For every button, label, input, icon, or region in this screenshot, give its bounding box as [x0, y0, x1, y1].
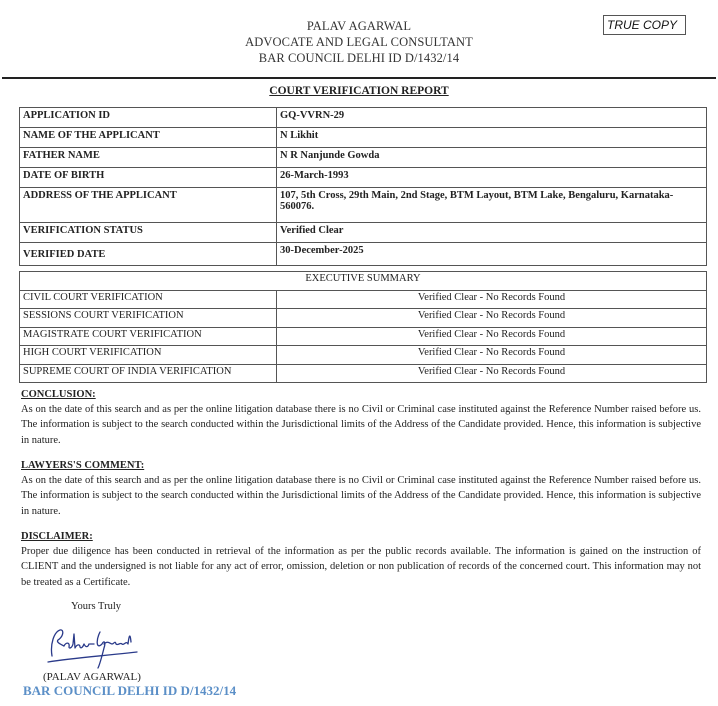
- row-value: Verified Clear - No Records Found: [277, 327, 707, 346]
- row-label: VERIFICATION STATUS: [20, 223, 277, 243]
- lawyers-comment-text: As on the date of this search and as per the online litigation database there is no Civil or Criminal case instituted against the Reference Number raised before us. The information is subject to the search conducted within the Jurisdictional limits of the Address of the Candidate provided. Hence, this information is subjective in nature.: [21, 475, 701, 517]
- advocate-title: ADVOCATE AND LEGAL CONSULTANT: [245, 35, 473, 49]
- conclusion-text: As on the date of this search and as per the online litigation database there is no Civil or Criminal case instituted against the Reference Number raised before us. The information is subject to the search conducted within the Jurisdictional limits of the Address of the Candidate provided. Hence, this information is subjective in nature.: [21, 404, 701, 446]
- row-label: HIGH COURT VERIFICATION: [20, 346, 277, 365]
- row-value: Verified Clear - No Records Found: [277, 364, 707, 383]
- table-row: [20, 168, 707, 188]
- signed-name: (PALAV AGARWAL): [43, 671, 141, 683]
- report-title: COURT VERIFICATION REPORT: [269, 85, 449, 97]
- table-row: [20, 243, 707, 266]
- row-value: Verified Clear: [277, 223, 707, 243]
- table-row: [20, 148, 707, 168]
- row-label: CIVIL COURT VERIFICATION: [20, 290, 277, 309]
- table-row: [20, 108, 707, 128]
- advocate-bar-id: BAR COUNCIL DELHI ID D/1432/14: [258, 51, 460, 65]
- disclaimer-text: Proper due diligence has been conducted in retrieval of the information as per the public records available. The information is gained on the instruction of CLIENT and the undersigned is not liable for any act of error, omission, deletion or non publication of records of the concerned court. This information may not be treated as a Certificate.: [21, 546, 701, 588]
- lawyers-comment-heading: LAWYERS'S COMMENT:: [21, 460, 145, 471]
- row-label: ADDRESS OF THE APPLICANT: [20, 188, 277, 223]
- lawyers-comment-section: [21, 459, 701, 519]
- table-row: [20, 309, 707, 328]
- closing-text: Yours Truly: [71, 601, 122, 612]
- row-value: Verified Clear - No Records Found: [277, 290, 707, 309]
- row-value: Verified Clear - No Records Found: [277, 346, 707, 365]
- row-label: MAGISTRATE COURT VERIFICATION: [20, 327, 277, 346]
- table-row: [20, 364, 707, 383]
- row-label: APPLICATION ID: [20, 108, 277, 128]
- true-copy-stamp: TRUE COPY: [603, 15, 686, 35]
- table-row: [20, 128, 707, 148]
- header-divider: [2, 77, 716, 79]
- table-row: [20, 346, 707, 365]
- table-row: [20, 327, 707, 346]
- summary-header-row: [20, 272, 707, 291]
- conclusion-heading: CONCLUSION:: [21, 389, 96, 400]
- disclaimer-heading: DISCLAIMER:: [21, 531, 93, 542]
- signoff-bar-id: BAR COUNCIL DELHI ID D/1432/14: [23, 683, 237, 698]
- table-row: [20, 188, 707, 223]
- summary-heading: EXECUTIVE SUMMARY: [20, 272, 707, 291]
- row-label: FATHER NAME: [20, 148, 277, 168]
- row-label: DATE OF BIRTH: [20, 168, 277, 188]
- signature-icon: [42, 622, 142, 670]
- row-label: VERIFIED DATE: [20, 243, 277, 266]
- row-label: SESSIONS COURT VERIFICATION: [20, 309, 277, 328]
- conclusion-section: [21, 388, 701, 448]
- table-row: [20, 290, 707, 309]
- disclaimer-section: [21, 530, 701, 590]
- row-value: GQ-VVRN-29: [277, 108, 707, 128]
- row-value: 30-December-2025: [277, 243, 707, 266]
- row-value: N Likhit: [277, 128, 707, 148]
- row-label: NAME OF THE APPLICANT: [20, 128, 277, 148]
- row-label: SUPREME COURT OF INDIA VERIFICATION: [20, 364, 277, 383]
- applicant-info-table: [19, 107, 707, 266]
- executive-summary-table: [19, 271, 707, 383]
- advocate-name: PALAV AGARWAL: [306, 19, 412, 33]
- table-row: [20, 223, 707, 243]
- row-value: 107, 5th Cross, 29th Main, 2nd Stage, BTM Layout, BTM Lake, Bengaluru, Karnataka-560076.: [277, 188, 707, 223]
- row-value: 26-March-1993: [277, 168, 707, 188]
- row-value: N R Nanjunde Gowda: [277, 148, 707, 168]
- row-value: Verified Clear - No Records Found: [277, 309, 707, 328]
